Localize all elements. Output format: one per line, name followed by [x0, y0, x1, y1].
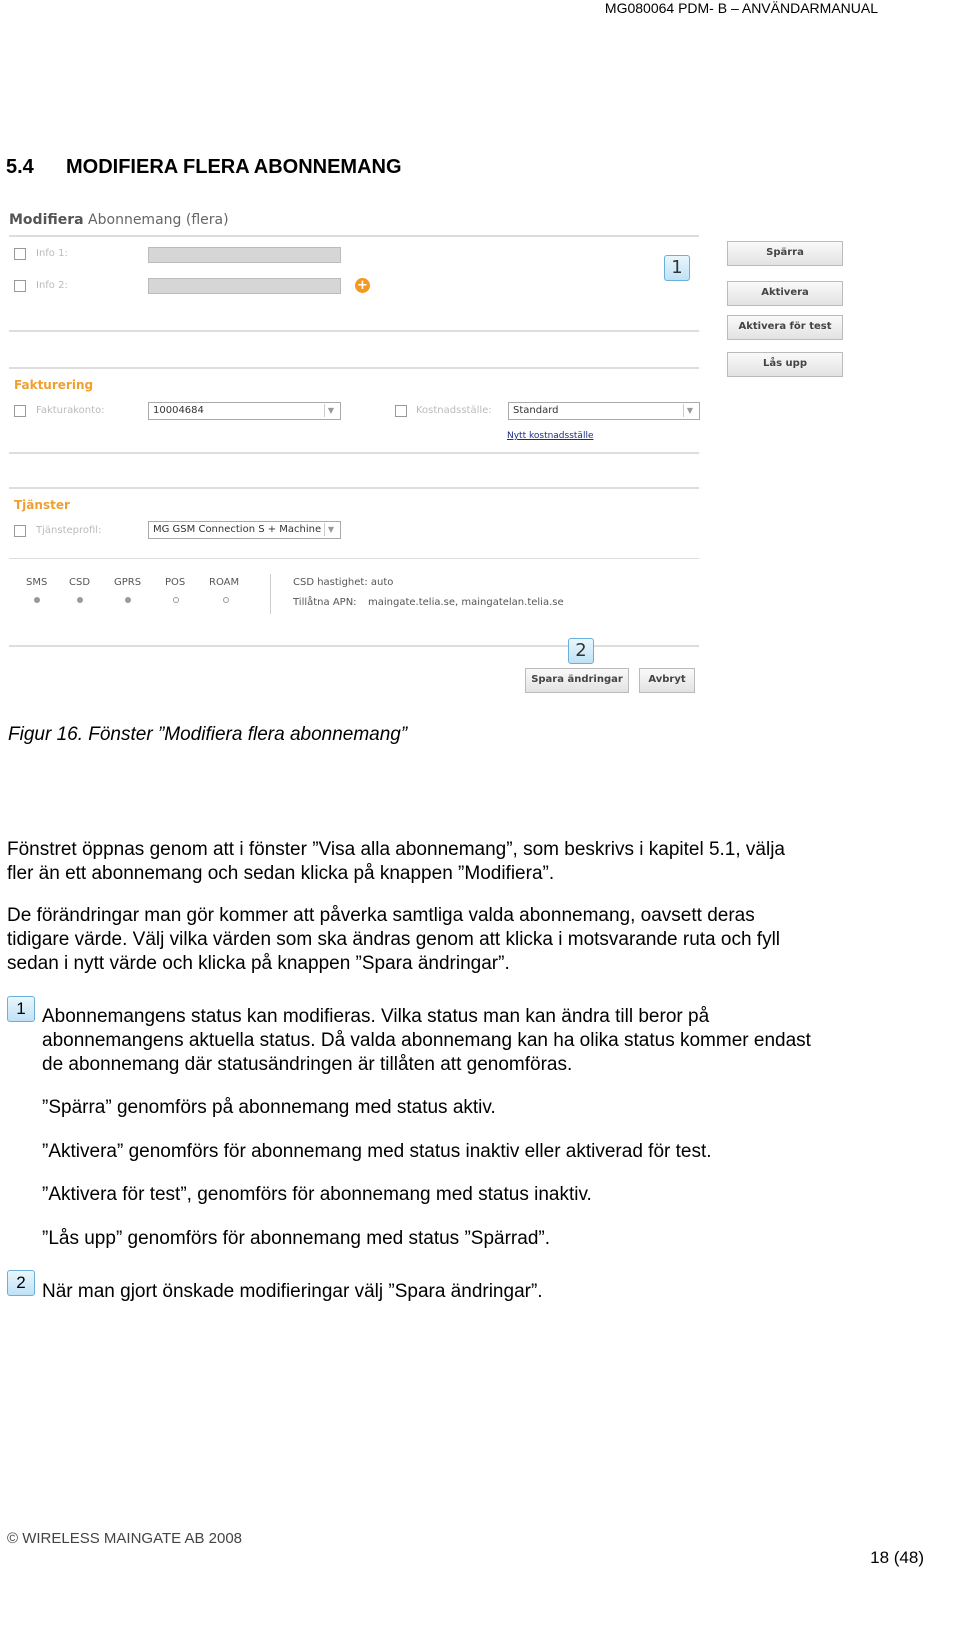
service-label-sms: SMS [26, 577, 48, 588]
info1-input[interactable] [148, 247, 341, 263]
paragraph-2-line-2: tidigare värde. Välj vilka värden som ska ändras genom att klicka i motsvarande ruta och fyll [7, 929, 781, 950]
fakturakonto-select[interactable] [148, 402, 341, 420]
divider [9, 487, 699, 489]
document-header: MG080064 PDM- B – ANVÄNDARMANUAL [604, 0, 878, 16]
note-1-line-1: Abonnemangens status kan modifieras. Vilka status man kan ändra till beror på [42, 1006, 710, 1027]
note-bullet-sparra: ”Spärra” genomförs på abonnemang med status aktiv. [42, 1097, 496, 1118]
tjansteprofil-value: MG GSM Connection S + Machine [153, 524, 322, 535]
divider [9, 558, 699, 559]
kostnadsstalle-select[interactable] [508, 402, 700, 420]
apn-label: Tillåtna APN: [293, 597, 357, 608]
note-1-line-3: de abonnemang där statusändringen är tillåten att genomföras. [42, 1054, 573, 1075]
aktivera-button[interactable]: Aktivera [727, 281, 843, 306]
divider [9, 645, 699, 647]
info2-label: Info 2: [36, 280, 68, 291]
new-cost-center-link[interactable]: Nytt kostnadsställe [507, 431, 594, 441]
tjansteprofil-label: Tjänsteprofil: [36, 525, 102, 536]
window-title-bold: Modifiera [9, 212, 84, 228]
csd-speed [293, 577, 393, 588]
fakturakonto-checkbox[interactable] [14, 405, 26, 417]
csd-speed-value: auto [370, 577, 394, 588]
sparra-button[interactable]: Spärra [727, 241, 843, 266]
note-bullet-aktivera-test: ”Aktivera för test”, genomförs för abonnemang med status inaktiv. [42, 1184, 592, 1205]
apn-value: maingate.telia.se, maingatelan.telia.se [368, 597, 564, 608]
divider [9, 235, 699, 237]
save-changes-button[interactable]: Spara ändringar [525, 668, 629, 693]
csd-speed-label: CSD hastighet: [293, 577, 368, 588]
paragraph-2-line-3: sedan i nytt värde och klicka på knappen ”Spara ändringar”. [7, 953, 510, 974]
tjansteprofil-select[interactable] [148, 521, 341, 539]
note-1-line-2: abonnemangens aktuella status. Då valda abonnemang kan ha olika status kommer endast [42, 1030, 811, 1051]
window-title [9, 212, 229, 228]
info2-checkbox[interactable] [14, 280, 26, 292]
kostnadsstalle-label: Kostnadsställe: [416, 405, 492, 416]
marker-2: 2 [568, 638, 594, 664]
service-label-roam: ROAM [209, 577, 240, 588]
las-upp-button[interactable]: Lås upp [727, 352, 843, 377]
paragraph-1-line-1: Fönstret öppnas genom att i fönster ”Visa alla abonnemang”, som beskrivs i kapitel 5.1, välja [7, 839, 785, 860]
chevron-down-icon: ▼ [324, 404, 337, 417]
window-title-rest: Abonnemang (flera) [83, 212, 229, 228]
note-marker-2: 2 [7, 1270, 35, 1296]
chevron-down-icon: ▼ [324, 523, 337, 536]
fakturakonto-label: Fakturakonto: [36, 405, 105, 416]
note-2-text: När man gjort önskade modifieringar välj ”Spara ändringar”. [42, 1281, 543, 1302]
cancel-button[interactable]: Avbryt [639, 668, 695, 693]
divider [9, 367, 699, 369]
service-label-csd: CSD [69, 577, 91, 588]
divider [9, 330, 699, 332]
info1-label: Info 1: [36, 248, 68, 259]
service-dot-gprs [125, 597, 131, 603]
fakturakonto-value: 10004684 [153, 405, 204, 416]
section-title: MODIFIERA FLERA ABONNEMANG [66, 156, 402, 178]
divider [9, 452, 699, 454]
tjanster-heading: Tjänster [14, 498, 70, 512]
marker-1: 1 [664, 255, 690, 281]
vertical-separator [270, 574, 271, 614]
paragraph-2-line-1: De förändringar man gör kommer att påverka samtliga valda abonnemang, oavsett deras [7, 905, 755, 926]
service-dot-sms [34, 597, 40, 603]
copyright: © WIRELESS MAINGATE AB 2008 [7, 1530, 243, 1547]
kostnadsstalle-value: Standard [513, 405, 559, 416]
note-bullet-las-upp: ”Lås upp” genomförs för abonnemang med status ”Spärrad”. [42, 1228, 550, 1249]
add-icon[interactable]: + [355, 278, 370, 293]
info1-checkbox[interactable] [14, 248, 26, 260]
service-dot-pos [173, 597, 179, 603]
kostnadsstalle-checkbox[interactable] [395, 405, 407, 417]
service-dot-roam [223, 597, 229, 603]
figure-caption: Figur 16. Fönster ”Modifiera flera abonnemang” [8, 724, 408, 745]
service-label-gprs: GPRS [114, 577, 142, 588]
tjansteprofil-checkbox[interactable] [14, 525, 26, 537]
info2-input[interactable] [148, 278, 341, 294]
service-label-pos: POS [165, 577, 186, 588]
fakturering-heading: Fakturering [14, 378, 94, 392]
chevron-down-icon: ▼ [683, 404, 696, 417]
note-marker-1: 1 [7, 996, 35, 1022]
page-number: 18 (48) [870, 1548, 924, 1567]
section-number: 5.4 [6, 156, 34, 178]
note-bullet-aktivera: ”Aktivera” genomförs för abonnemang med status inaktiv eller aktiverad för test. [42, 1141, 712, 1162]
paragraph-1-line-2: fler än ett abonnemang och sedan klicka på knappen ”Modifiera”. [7, 863, 555, 884]
service-dot-csd [77, 597, 83, 603]
aktivera-for-test-button[interactable]: Aktivera för test [727, 315, 843, 340]
